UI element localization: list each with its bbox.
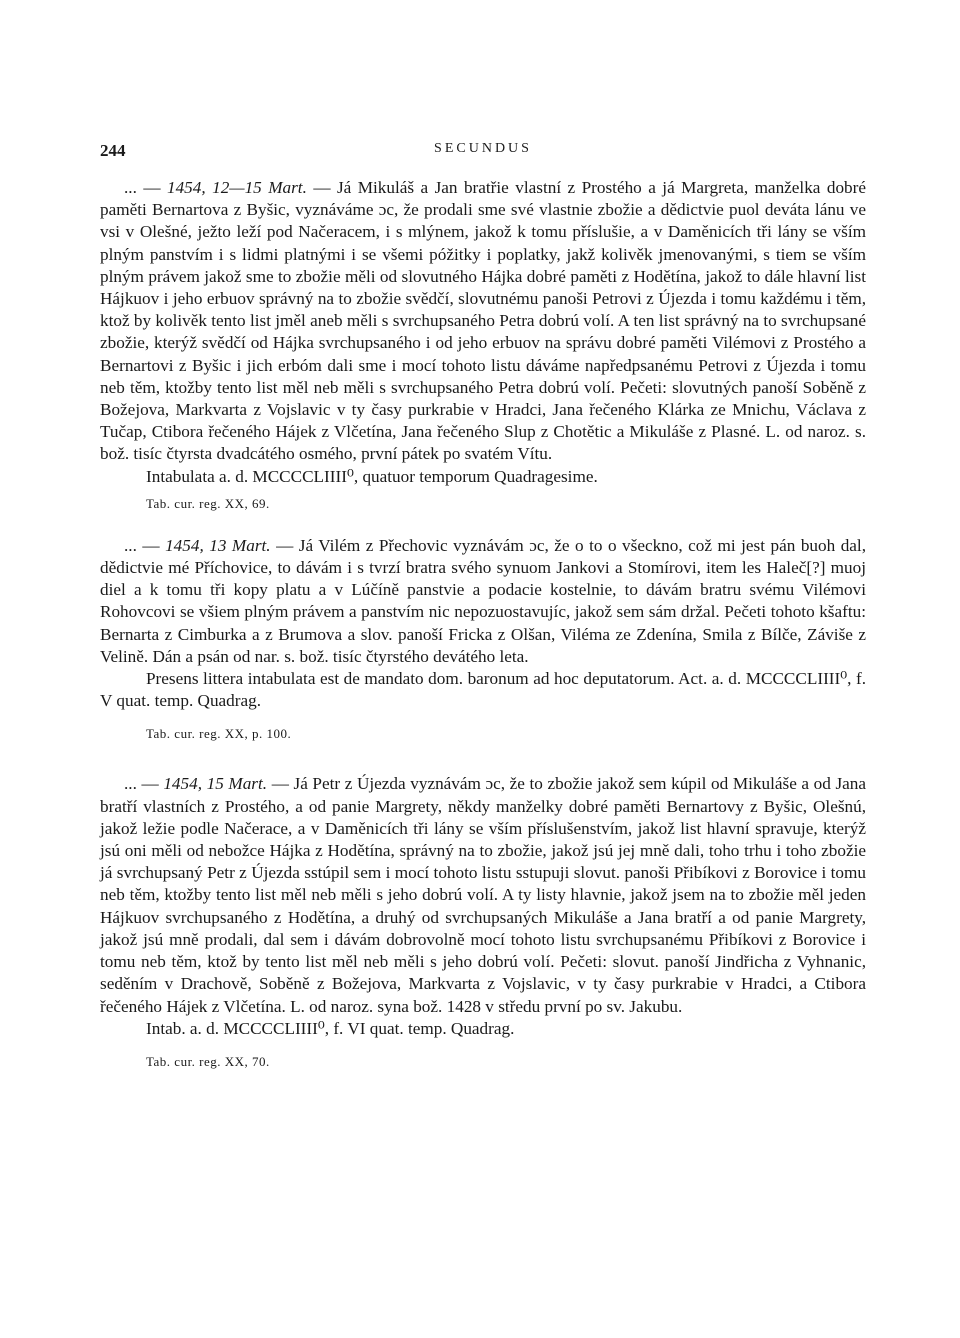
charter-entry bbox=[100, 177, 866, 512]
entry-dateline: 1454, 12—15 Mart. bbox=[166, 178, 307, 197]
entry-body: ... — 1454, 12—15 Mart. — Já Mikuláš a Jan bratřie vlastní z Prostého a já Margreta, manželka dobré paměti Bernartova z Byšic, vyznáváme ɔc, že prodali sme své vlastnie zbožie a dědictvie puol deváta lánu ve vsi v Olešné, ježto leží pod Načeracem, i s mlýnem, jakož k tomu příslušie, a v Daměnicích tři lány se vším plným panstvím i s lidmi platnými i se všemi póžitky i poplatky, jakž kolivěk jmenovanými, s tiem se vším plným právem jakož sme to zbožie měli od slovutného Hájka dobré paměti z Hodětína, jakož to dále hlavní list Hájkuov i jeho erbuov správný na to zbožie svědčí, slovutnému panoši Petrovi z Újezda i tomu každému i těm, ktož by kolivěk tento list jměl aneb měli s svrchupsaného Petra dobrú volí. A ten list správný na to svrchupsané zbožie, kterýž svědčí od Hájka svrchupsaného i od jeho erbuov na správu dobré paměti Vilémovi z Prostého a Bernartovi z Byšic i jich erbóm dali sme i mocí tohoto listu dáváme napředpsanému Petrovi z Újezda i tomu neb těm, ktožby tento list měl neb měli s svrchupsaného Petra dobrú volí. Pečeti: slovutných panoší Soběně z Božejova, Markvarta z Vojslavic v ty časy purkrabie v Hradci, Jana řečeného Klárka ze Mnichu, Václava z Tučap, Ctibora řečeného Hájek z Vlčetína, Jana řečeného Slup z Chotětic a Mikuláše z Plasné. L. od naroz. s. bož. tisíc čtyrsta dvadcátého osmého, první pátek po svatém Vítu. bbox=[100, 178, 866, 464]
source-reference: Tab. cur. reg. XX, p. 100. bbox=[146, 726, 292, 742]
charter-entry bbox=[100, 535, 866, 743]
intabulation-note: Intabulata a. d. MCCCCLIIII⁰, quatuor temporum Quadragesime. bbox=[146, 466, 598, 486]
intabulation-note: Presens littera intabulata est de mandato dom. baronum ad hoc deputatorum. Act. a. d. MCCCCLIIII⁰, f. V quat. temp. Quadrag. bbox=[100, 669, 866, 711]
entry-dateline: 1454, 15 Mart. bbox=[163, 774, 268, 794]
document-page bbox=[100, 138, 866, 1070]
entry-text: — Já Vilém z Přechovic vyznávám ɔc, že o to o všeckno, což mi jest pán buoh dal, dědictvie mé Příchovice, to dávám i s tvrzí bratra svého synuom Jankovi a Stomírovi, item les Haleč[?] muoj diel a k tomu tři kopy platu a v Lúčíně panstvie a podacie kostelnie, to dávám bratru svému Vilémovi Rohovcovi se všiem plným právem a panstvím nic nepozuostavujíc, jakož sem sám držal. Pečeti tohoto kšaftu: Bernarta z Cimburka a z Brumova a slov. panoší Fricka z Olšan, Viléma ze Zdenína, Smila z Bílče, Záviše z Velině. Dán a psán od nar. s. bož. tisíc čtyrstého devátého leta. bbox=[100, 535, 867, 666]
entry-body: ... — 1454, 13 Mart. — Já Vilém z Přechovic vyznávám ɔc, že o to o všeckno, což mi jest pán buoh dal, dědictvie mé Příchovice, to dávám i s tvrzí bratra svého synuom Jankovi a Stomírovi, item les Haleč[?] muoj diel a k tomu tři kopy platu a v Lúčíně panstvie a podacie kostelnie, to dávám bratru svému Vilémovi Rohovcovi se všiem plným právem a panstvím nic nepozuostavujíc, jakož sem sám držal. Pečeti tohoto kšaftu: Bernarta z Cimburka a z Brumova a slov. panoší Fricka z Olšan, Viléma ze Zdenína, Smila z Bílče, Záviše z Velině. Dán a psán od nar. s. bož. tisíc čtyrstého devátého leta. bbox=[100, 535, 867, 666]
entry-text: — Já Mikuláš a Jan bratřie vlastní z Prostého a já Margreta, manželka dobré paměti Bernartova z Byšic, vyznáváme ɔc, že prodali sme své vlastnie zbožie a dědictvie puol deváta lánu ve vsi v Olešné, ježto leží pod Načeracem, i s mlýnem, jakož k tomu příslušie, a v Daměnicích tři lány se vším plným panstvím i s lidmi platnými i se všemi póžitky i poplatky, jakž kolivěk jmenovanými, s tiem se vším plným právem jakož sme to zbožie měli od slovutného Hájka dobré paměti z Hodětína, jakož to dále hlavní list Hájkuov i jeho erbuov správný na to zbožie svědčí, slovutnému panoši Petrovi z Újezda i tomu každému i těm, ktož by kolivěk tento list jměl aneb měli s svrchupsaného Petra dobrú volí. A ten list správný na to svrchupsané zbožie, kterýž svědčí od Hájka svrchupsaného i od jeho erbuov na správu dobré paměti Vilémovi z Prostého a Bernartovi z Byšic i jich erbóm dali sme i mocí tohoto listu dáváme napředpsanému Petrovi z Újezda i tomu neb těm, ktožby tento list měl neb měli s svrchupsaného Petra dobrú volí. Pečeti: slovutných panoší Soběně z Božejova, Markvarta z Vojslavic v ty časy purkrabie v Hradci, Jana řečeného Klárka ze Mnichu, Václava z Tučap, Ctibora řečeného Hájek z Vlčetína, Jana řečeného Slup z Chotětic a Mikuláše z Plasné. L. od naroz. s. bož. tisíc čtyrsta dvadcátého osmého, první pátek po svatém Vítu. bbox=[100, 178, 866, 464]
entry-lead: ... bbox=[124, 178, 137, 197]
intabulation-note: Intab. a. d. MCCCCLIIII⁰, f. VI quat. temp. Quadrag. bbox=[146, 1018, 515, 1038]
source-reference: Tab. cur. reg. XX, 69. bbox=[146, 495, 270, 511]
charter-entry bbox=[100, 773, 866, 1069]
entry-text: — Já Petr z Újezda vyznávám ɔc, že to zbožie jakož sem kúpil od Mikuláše a od Jana bratří vlastních z Prostého, a od panie Margrety, někdy manželky dobré paměti Bernartovy z Byšic, Olešnú, jakož ležie podle Načerace, a v Daměnicích tři lány se vším příslušenstvím, jakož list hlavní spravuje, kterýž jsú oni měli od nebožce Hájka z Hodětína, správný na to zbožie, jakož jsú jej mně dali, toho trhu i toho zbožie já svrchupsaný Petr z Újezda sstúpil sem i mocí tohoto listu sstupuji slovut. panoši Přibíkovi z Borovice i tomu neb těm, ktožby tento list měl neb měli s jeho dobrú volí. A ty listy hlavnie, jakož jsem na to zbožie měl jeden Hájkuov svrchupsaného z Hodětína, a druhý od svrchupsaných Mikuláše a Jana bratří a od panie Margrety, jakož jsú mně prodali, dal sem i dávám dobrovolně mocí tohoto listu svrchupsanému Přibíkovi z Borovice i tomu neb těm, ktož by tento list měl neb měli s jeho dobrú volí. Pečeti: slovut. panoší Jindřicha z Vyhnanic, seděním v Drachově, Soběně z Božejova, Markvarta z Vojslavic, v ty časy purkrabie v Hradci, a Ctibora řečeného Hájek z Vlčetína. L. od naroz. syna bož. 1428 v středu první po sv. Jakubu. bbox=[100, 774, 867, 1016]
source-reference: Tab. cur. reg. XX, 70. bbox=[146, 1053, 270, 1069]
page-number: 244 bbox=[100, 141, 126, 160]
entry-body: ... — 1454, 15 Mart. — Já Petr z Újezda vyznávám ɔc, že to zbožie jakož sem kúpil od Mikuláše a od Jana bratří vlastních z Prostého, a od panie Margrety, někdy manželky dobré paměti Bernartovy z Byšic, Olešnú, jakož ležie podle Načerace, a v Daměnicích tři lány se vším příslušenstvím, jakož list hlavní spravuje, kterýž jsú oni měli od nebožce Hájka z Hodětína, správný na to zbožie, jakož jsú jej mně dali, toho trhu i toho zbožie já svrchupsaný Petr z Újezda sstúpil sem i mocí tohoto listu sstupuji slovut. panoši Přibíkovi z Borovice i tomu neb těm, ktožby tento list měl neb měli s jeho dobrú volí. A ty listy hlavnie, jakož jsem na to zbožie měl jeden Hájkuov svrchupsaného z Hodětína, a druhý od svrchupsaných Mikuláše a Jana bratří a od panie Margrety, jakož jsú mně prodali, dal sem i dávám dobrovolně mocí tohoto listu svrchupsanému Přibíkovi z Borovice i tomu neb těm, ktož by tento list měl neb měli s jeho dobrú volí. Pečeti: slovut. panoší Jindřicha z Vyhnanic, seděním v Drachově, Soběně z Božejova, Markvarta z Vojslavic, v ty časy purkrabie v Hradci, a Ctibora řečeného Hájek z Vlčetína. L. od naroz. syna bož. 1428 v středu první po sv. Jakubu. bbox=[100, 774, 867, 1016]
entry-lead: ... bbox=[124, 774, 137, 794]
running-title: SECUNDUS bbox=[434, 141, 532, 156]
entry-lead: ... bbox=[124, 535, 137, 555]
running-head bbox=[100, 138, 866, 166]
entry-dateline: 1454, 13 Mart. bbox=[165, 535, 271, 555]
